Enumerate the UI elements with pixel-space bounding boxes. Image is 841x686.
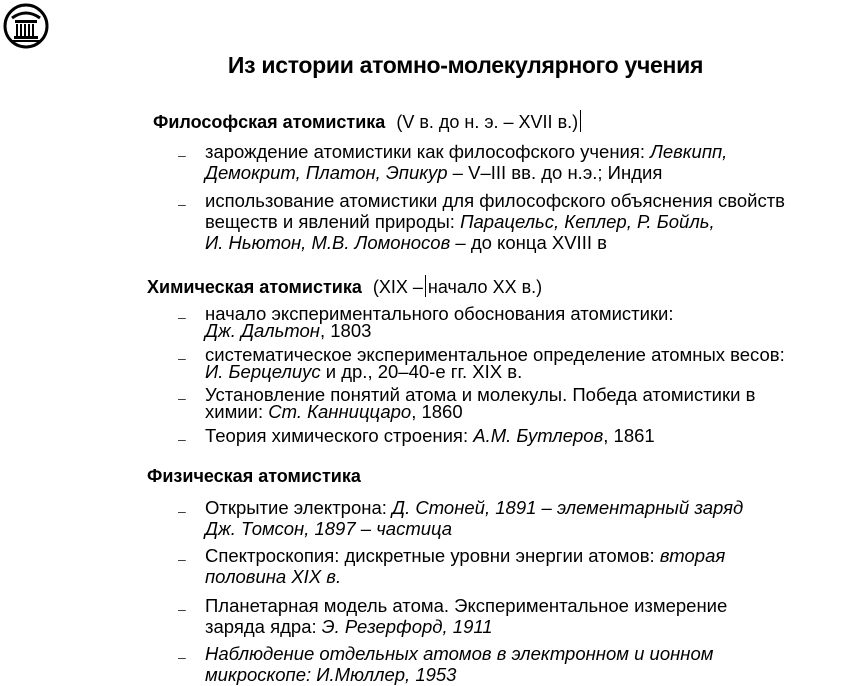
page-title: Из истории атомно-молекулярного учения: [227, 52, 704, 78]
section-heading-philosophical: Философская атомистика (V в. до н. э. – XVII в.): [153, 110, 583, 133]
section-heading-physical: Физическая атомистика: [147, 466, 361, 486]
section-heading-chemical: Химическая атомистика (XIX – начало XX в.): [147, 277, 543, 297]
university-logo: [2, 2, 50, 50]
